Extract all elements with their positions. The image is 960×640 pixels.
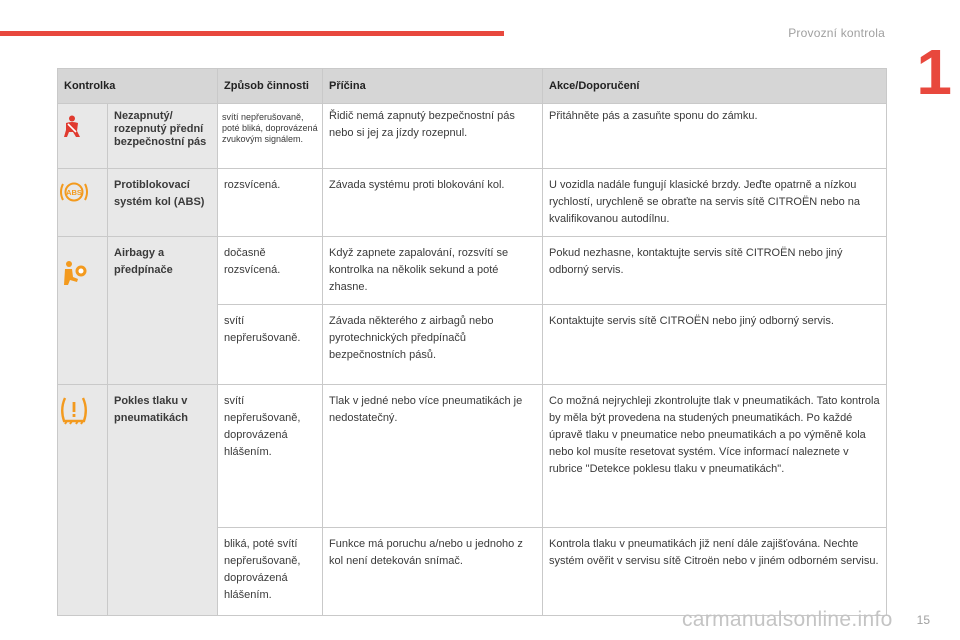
- row-cause: Závada některého z airbagů nebo pyrotechnických předpínačů bezpečnostních pásů.: [323, 305, 543, 385]
- table-row: [58, 237, 887, 305]
- row-action: Pokud nezhasne, kontaktujte servis sítě CITROËN nebo jiný odborný servis.: [543, 237, 887, 305]
- row-action: Kontaktujte servis sítě CITROËN nebo jiný odborný servis.: [543, 305, 887, 385]
- column-header-akce: Akce/Doporučení: [543, 69, 887, 104]
- row-action: Přitáhněte pás a zasuňte sponu do zámku.: [543, 104, 887, 169]
- row-name: Airbagy a předpínače: [108, 237, 218, 385]
- abs-warning-icon: [59, 188, 89, 208]
- table-row: [58, 385, 887, 528]
- row-mode: svítí nepřerušovaně.: [218, 305, 323, 385]
- row-name: Nezapnutý/ rozepnutý přední bezpečnostní pás: [108, 104, 218, 169]
- row-cause: Funkce má poruchu a/nebo u jednoho z kol není detekován snímač.: [323, 528, 543, 616]
- column-header-zpusob: Způsob činnosti: [218, 69, 323, 104]
- icon-cell: [58, 237, 108, 385]
- seatbelt-warning-icon: [59, 131, 85, 143]
- watermark: carmanualsonline.info: [682, 608, 893, 631]
- row-cause: Závada systému proti blokování kol.: [323, 169, 543, 237]
- row-mode: bliká, poté svítí nepřerušovaně, doprovázená hlášením.: [218, 528, 323, 616]
- page-number: 15: [916, 613, 930, 627]
- icon-cell: [58, 169, 108, 237]
- column-header-kontrolka: Kontrolka: [58, 69, 218, 104]
- row-name: Pokles tlaku v pneumatikách: [108, 385, 218, 616]
- row-cause: Řidič nemá zapnutý bezpečnostní pás nebo si jej za jízdy rozepnul.: [323, 104, 543, 169]
- row-mode: svítí nepřerušovaně, poté bliká, doprovázená zvukovým signálem.: [218, 104, 323, 169]
- chapter-number: 1: [916, 36, 952, 108]
- table-header-row: [58, 69, 887, 104]
- airbag-warning-icon: [59, 278, 87, 290]
- row-mode: rozsvícená.: [218, 169, 323, 237]
- icon-cell: [58, 104, 108, 169]
- tyre-pressure-warning-icon: [59, 420, 89, 432]
- accent-bar: [0, 31, 504, 36]
- table-row: [58, 169, 887, 237]
- warning-lights-table: [57, 68, 887, 616]
- row-mode: svítí nepřerušovaně, doprovázená hlášením.: [218, 385, 323, 528]
- row-cause: Když zapnete zapalování, rozsvítí se kontrolka na několik sekund a poté zhasne.: [323, 237, 543, 305]
- section-title: Provozní kontrola: [788, 26, 885, 40]
- row-action: U vozidla nadále fungují klasické brzdy. Jeďte opatrně a nízkou rychlostí, urychleně se obraťte na servis sítě CITROËN nebo na kvalifikovanou autodílnu.: [543, 169, 887, 237]
- table-row: [58, 104, 887, 169]
- row-cause: Tlak v jedné nebo více pneumatikách je nedostatečný.: [323, 385, 543, 528]
- row-action: Co možná nejrychleji zkontrolujte tlak v pneumatikách. Tato kontrola by měla být provedena na studených pneumatikách. Po každé úpravě tlaku v pneumatice nebo pneumatikách a po výměně kola nebo kol musíte resetovat systém. Více informací naleznete v rubrice "Detekce poklesu tlaku v pneumatikách".: [543, 385, 887, 528]
- row-mode: dočasně rozsvícená.: [218, 237, 323, 305]
- row-action: Kontrola tlaku v pneumatikách již není dále zajišťována. Nechte systém ověřit v servisu sítě Citroën nebo v jiném odborném servisu.: [543, 528, 887, 616]
- svg-text:ABS: ABS: [66, 188, 82, 197]
- row-name: Protiblokovací systém kol (ABS): [108, 169, 218, 237]
- icon-cell: [58, 385, 108, 616]
- column-header-pricina: Příčina: [323, 69, 543, 104]
